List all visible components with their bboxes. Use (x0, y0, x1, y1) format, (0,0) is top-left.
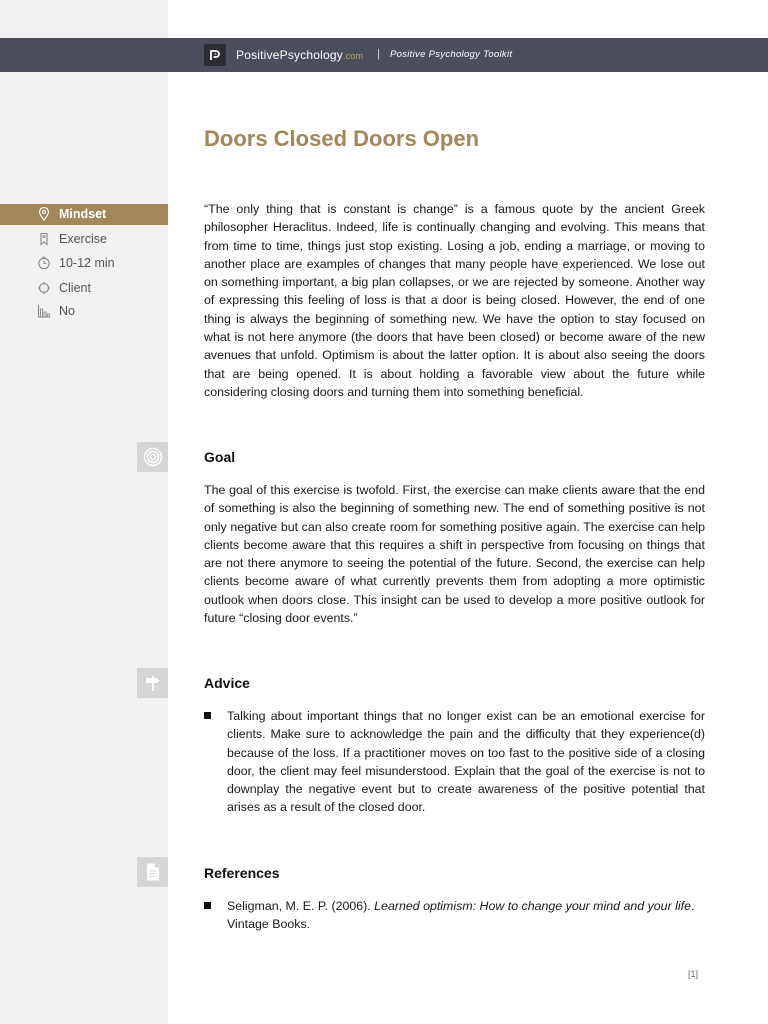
bar-chart-icon (36, 303, 52, 319)
brand-name[interactable] (236, 48, 363, 62)
signpost-icon (137, 668, 168, 698)
meta-label: Mindset (59, 207, 107, 221)
advice-item-text: Talking about important things that no longer exist can be an emotional exercise for clients. Make sure to acknowledge the pain and the difficulty that they experience(d) because of the loss. If a practitioner moves on too fast to the positive side of a closing door, the client may feel misunderstood. Explain that the goal of the exercise is not to downplay the negative event but to create awareness of the positive potential that arises as a result of the closed door. (227, 709, 705, 815)
reference-authors: Seligman, M. E. P. (2006). (227, 899, 375, 913)
meta-item-audience (36, 278, 91, 298)
page-title: Doors Closed Doors Open (204, 126, 480, 151)
list-item (204, 707, 705, 817)
p-logo-icon (204, 44, 226, 66)
meta-item-duration (36, 253, 115, 273)
meta-item-scale (36, 301, 75, 321)
goal-paragraph: The goal of this exercise is twofold. First, the exercise can make clients aware that the end of something is also the beginning of something new. The end of something positive is not only negative but can also create room for something positive again. The exercise can help clients become aware that this requires a shift in perspective from focusing on things that are not there anymore to seeing the potential of the future. Second, the exercise can help clients become aware of what currently prevents them from adopting a more optimistic outlook when doors close. This insight can be used to develop a more positive outlook for future “closing door events.” (204, 483, 705, 626)
bookmark-icon (36, 231, 52, 247)
meta-item-category (36, 204, 106, 224)
advice-heading: Advice (204, 675, 250, 691)
header-separator: | (377, 48, 380, 60)
reference-publisher: . Vintage Books. (227, 899, 695, 932)
goal-heading: Goal (204, 449, 236, 465)
meta-label: Exercise (59, 232, 107, 246)
brand-text: PositivePsychology (236, 48, 343, 62)
reference-title: Learned optimism: How to change your mind and your life (374, 899, 691, 913)
document-icon (137, 857, 168, 887)
toolkit-label: Positive Psychology Toolkit (390, 49, 513, 60)
location-pin-icon (36, 206, 52, 222)
target-icon (137, 442, 168, 472)
clock-icon (36, 255, 52, 271)
bullet-marker (204, 712, 211, 719)
references-heading: References (204, 865, 280, 881)
brand-suffix: .com (342, 51, 364, 61)
bullet-marker (204, 902, 211, 909)
page-marker: [1] (688, 969, 699, 979)
crosshair-icon (36, 280, 52, 296)
reference-text (227, 897, 705, 934)
meta-label: 10-12 min (59, 256, 115, 270)
header-bar (0, 38, 768, 72)
meta-label: Client (59, 281, 91, 295)
list-item (204, 897, 705, 934)
meta-label: No (59, 304, 75, 318)
meta-item-type (36, 229, 107, 249)
intro-paragraph: “The only thing that is constant is change” is a famous quote by the ancient Greek philosopher Heraclitus. Indeed, life is continually changing and evolving. This means that from time to time, things just stop existing. Losing a job, ending a marriage, or moving to another place are examples of changes that many people have experienced. We lose out on something important, a big plan collapses, or we are rejected by someone. Another way of expressing this feeling of loss is that a door is being closed. However, the end of one thing is always the beginning of something new. We have the option to stay focused on what is not here anymore (the doors that have been closed) or become aware of the new avenues that unfold. Optimism is about the latter option. It is about also seeing the doors that are being opened. It is about holding a favorable view about the future while considering closing doors and turning them into something beneficial. (204, 202, 705, 399)
